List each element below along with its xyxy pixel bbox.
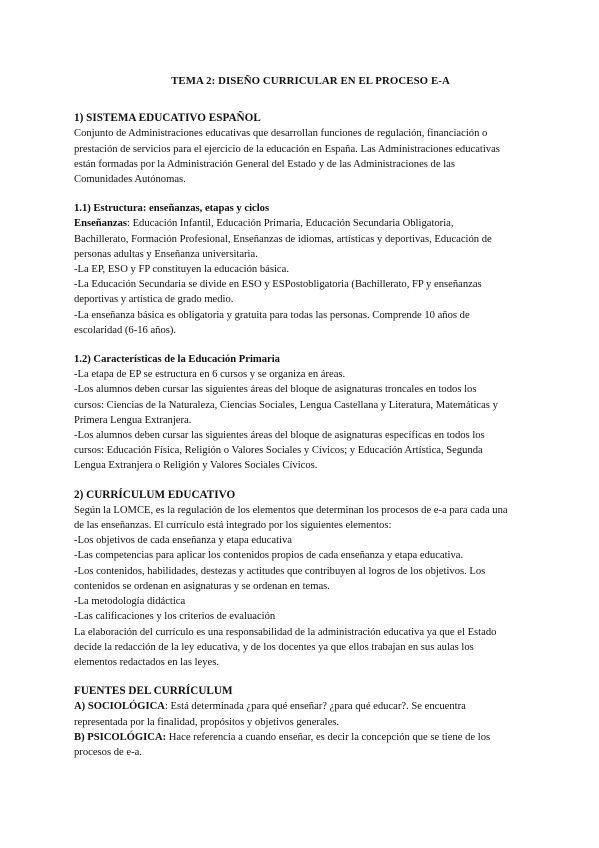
section-sistema-educativo [74,111,547,187]
text-line: Primera Lengua Extranjera. [74,414,192,426]
text-line: -Las calificaciones y los criterios de evaluación [74,611,276,623]
bold-label: Enseñanzas [74,218,127,230]
text-line: Bachillerato, Formación Profesional, Enseñanzas de idiomas, artísticas y deportivas, Educación de [74,233,492,245]
section-fuentes-curriculum [74,684,547,760]
text-line: contenidos se ordenan en asignaturas y se ordenan en temas. [74,580,330,592]
text-line: -La metodología didáctica [74,596,186,608]
text-line: prestación de servicios para el ejercicio de la educación en España. Las Administraciones educativas [74,143,500,155]
section-estructura [74,201,547,338]
text-line: -La etapa de EP se estructura en 6 cursos y se organiza en áreas. [74,369,346,381]
section-heading: FUENTES DEL CURRÍCULUM [74,685,233,698]
section-curriculum-educativo [74,488,547,670]
text-line: -Los alumnos deben cursar las siguientes áreas del bloque de asignaturas troncales en todos los [74,384,477,396]
text-line: representada por la finalidad, propósitos y objetivos generales. [74,716,340,728]
text-line [74,699,547,714]
bold-label: B) PSICOLÓGICA: [74,731,167,743]
text-span: Hace referencia a cuando enseñar, es decir la concepción que se tiene de los [166,731,491,743]
text-line: escolaridad (6-16 años). [74,324,177,336]
text-line: decide la redacción de la ley educativa, y de los docentes ya que ellos trabajan en sus aulas los [74,641,474,653]
text-line: cursos: Educación Física, Religión o Valores Sociales y Cívicos; y Educación Artística, Segunda [74,445,483,457]
section-caracteristicas-primaria [74,352,547,474]
text-line [74,730,547,745]
section-heading: 1) SISTEMA EDUCATIVO ESPAÑOL [74,112,261,125]
section-heading: 2) CURRÍCULUM EDUCATIVO [74,488,236,501]
document-title: TEMA 2: DISEÑO CURRICULAR EN EL PROCESO E-A [171,75,450,87]
text-line: personas adultas y Enseñanza universitaria. [74,248,258,260]
bold-label: A) SOCIOLÓGICA [74,701,165,713]
text-line: La elaboración del currículo es una responsabilidad de la administración educativa ya que el Estado [74,626,497,638]
text-line: Según la LOMCE, es la regulación de los elementos que determinan los procesos de e-a para cada una [74,504,508,516]
text-line: procesos de e-a. [74,746,142,758]
section-heading: 1.1) Estructura: enseñanzas, etapas y ciclos [74,203,270,215]
text-line: -Los objetivos de cada enseñanza y etapa educativa [74,535,292,547]
text-line: -Los alumnos deben cursar las siguientes áreas del bloque de asignaturas específicas en todos los [74,430,485,442]
text-line: están formadas por la Administración General del Estado y de las Administraciones de las [74,158,455,170]
text-line: cursos: Ciencias de la Naturaleza, Ciencias Sociales, Lengua Castellana y Literatura, Matemáticas y [74,399,498,411]
text-line: Comunidades Autónomas. [74,174,186,186]
text-line: -Las competencias para aplicar los contenidos propios de cada enseñanza y etapa educativa. [74,550,464,562]
section-heading: 1.2) Características de la Educación Primaria [74,354,280,366]
text-line: -La EP, ESO y FP constituyen la educación básica. [74,264,289,276]
text-line: elementos redactados en las leyes. [74,656,220,668]
text-span: : Educación Infantil, Educación Primaria, Educación Secundaria Obligatoria, [126,218,454,230]
text-line: Conjunto de Administraciones educativas que desarrollan funciones de regulación, financiación o [74,128,488,140]
text-line: deportivas y artística de grado medio. [74,294,234,306]
text-line: -La Educación Secundaria se divide en ESO y ESPostobligatoria (Bachillerato, FP y enseñanzas [74,279,482,291]
text-span: : Está determinada ¿para qué enseñar? ¿para qué educar?. Se encuentra [164,701,466,713]
text-line: Lengua Extranjera o Religión y Valores Sociales Cívicos. [74,460,318,472]
text-line: de las enseñanzas. El currículo está integrado por los siguientes elementos: [74,520,392,532]
text-line: -La enseñanza básica es obligatoria y gratuita para todas las personas. Comprende 10 años de [74,309,470,321]
text-line [74,216,547,231]
text-line: -Los contenidos, habilidades, destezas y actitudes que contribuyen al logros de los objetivos. Los [74,565,486,577]
